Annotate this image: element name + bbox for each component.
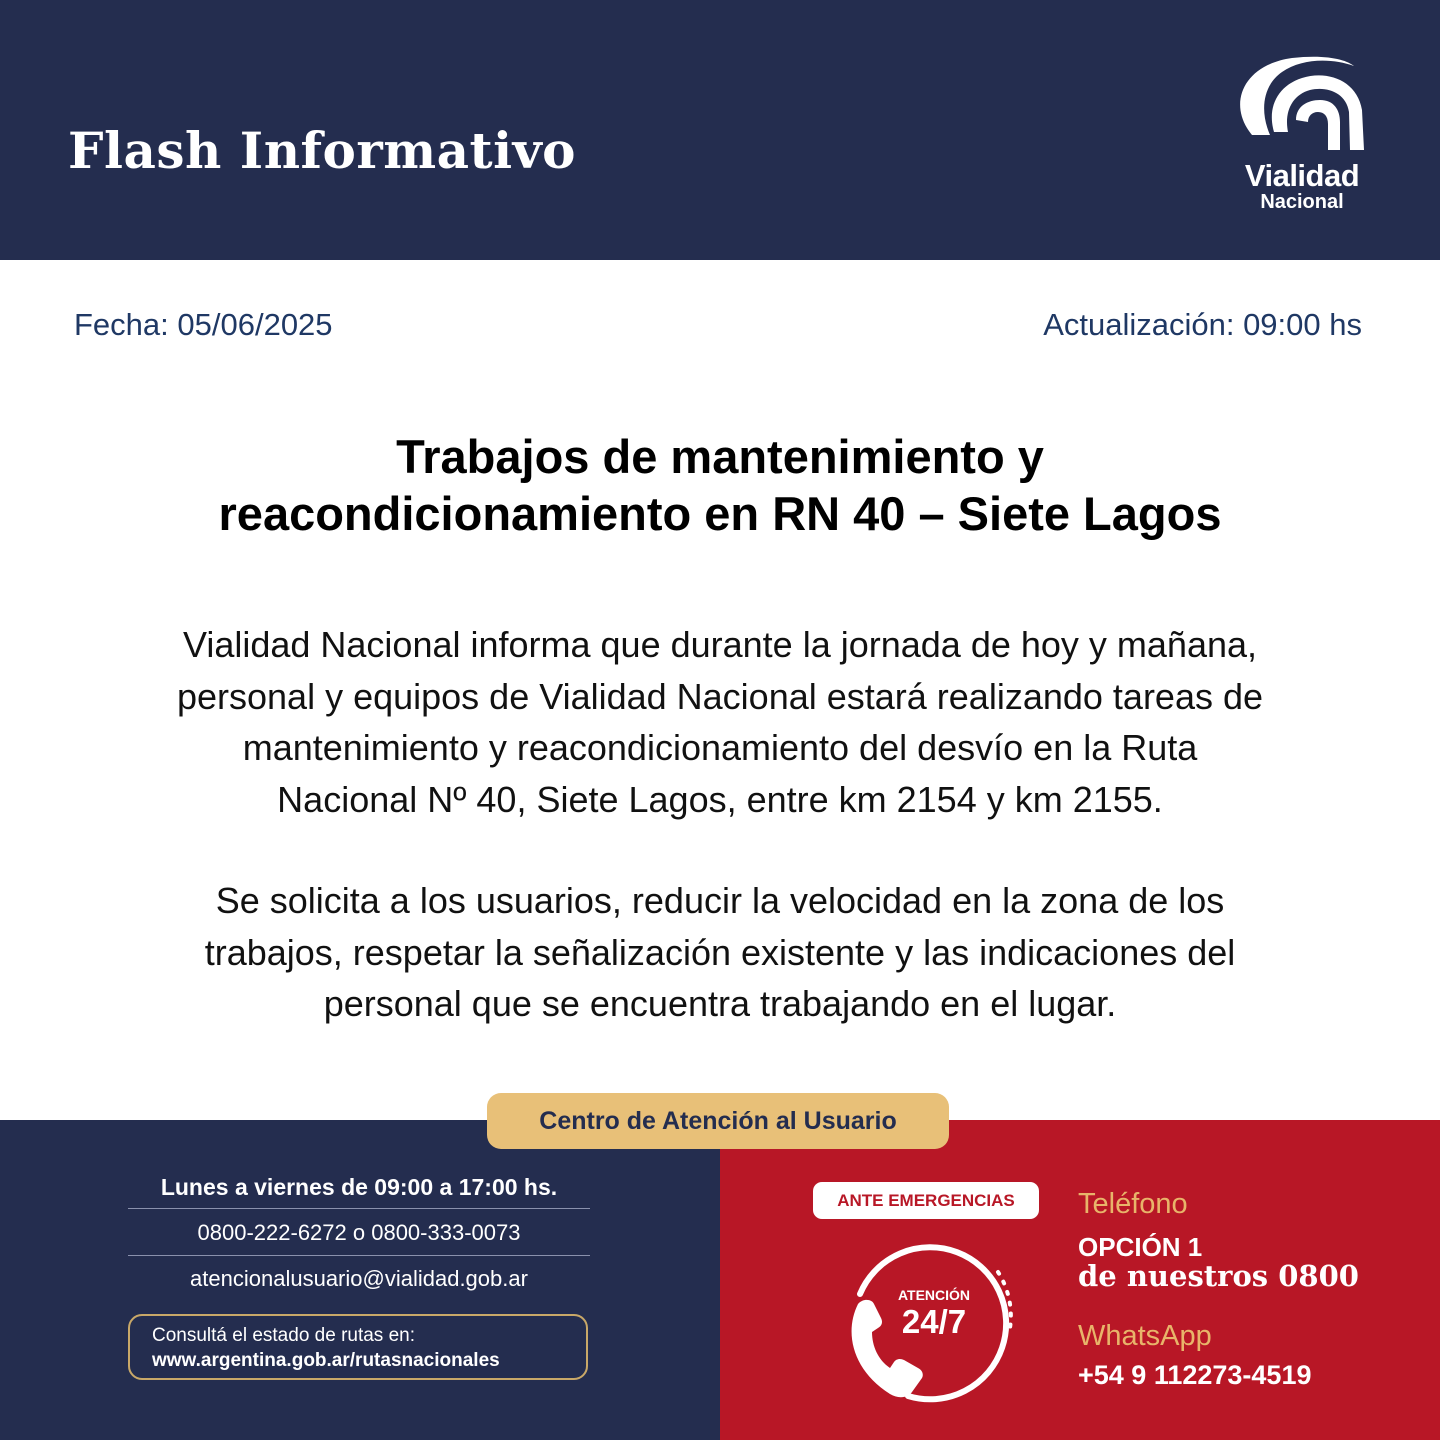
notice-title-line: reacondicionamiento en RN 40 – Siete Lagos: [218, 487, 1222, 540]
road-curve-icon: [1222, 50, 1382, 160]
date-label: Fecha: 05/06/2025: [74, 307, 333, 342]
notice-title-line: Trabajos de mantenimiento y: [396, 430, 1044, 483]
page-title: Flash Informativo: [68, 121, 577, 180]
paragraph-line: Nacional Nº 40, Siete Lagos, entre km 2154 y km 2155.: [277, 778, 1163, 820]
route-status-box: [128, 1314, 588, 1380]
paragraph-line: personal que se encuentra trabajando en el lugar.: [323, 983, 1117, 1024]
logo-subtitle: Nacional: [1260, 191, 1344, 213]
header-banner: [0, 0, 1440, 260]
route-status-link[interactable]: www.argentina.gob.ar/rutasnacionales: [152, 1350, 500, 1371]
emergency-badge: ANTE EMERGENCIAS: [813, 1182, 1039, 1219]
notice-title: [0, 428, 1440, 542]
paragraph-line: trabajos, respetar la señalización existente y las indicaciones del: [204, 931, 1236, 973]
notice-paragraph-2: [100, 875, 1340, 1030]
contact-email-link[interactable]: atencionalusuario@vialidad.gob.ar: [190, 1266, 528, 1291]
user-service-center-badge: Centro de Atención al Usuario: [487, 1093, 949, 1149]
paragraph-line: Vialidad Nacional informa que durante la jornada de hoy y mañana,: [182, 624, 1258, 665]
vialidad-logo: [1222, 50, 1382, 220]
attention-label: ATENCIÓN: [897, 1287, 971, 1303]
paragraph-line: personal y equipos de Vialidad Nacional estará realizando tareas de: [176, 675, 1264, 717]
route-status-label: Consultá el estado de rutas en:: [152, 1325, 416, 1346]
divider: [128, 1208, 590, 1209]
phone-label: Teléfono: [1078, 1188, 1188, 1220]
phone-option-detail: de nuestros 0800: [1078, 1259, 1359, 1293]
whatsapp-number[interactable]: +54 9 112273-4519: [1078, 1360, 1312, 1390]
divider: [128, 1255, 590, 1256]
paragraph-line: Se solicita a los usuarios, reducir la velocidad en la zona de los: [215, 880, 1225, 921]
phone-option: OPCIÓN 1: [1078, 1232, 1203, 1262]
whatsapp-label: WhatsApp: [1078, 1320, 1212, 1352]
logo-name: Vialidad: [1244, 158, 1360, 193]
notice-paragraph-1: [100, 619, 1340, 825]
phone-numbers[interactable]: 0800-222-6272 o 0800-333-0073: [197, 1220, 521, 1245]
paragraph-line: mantenimiento y reacondicionamiento del desvío en la Ruta: [242, 727, 1198, 768]
office-hours: Lunes a viernes de 09:00 a 17:00 hs.: [160, 1174, 558, 1200]
update-time-label: Actualización: 09:00 hs: [1043, 307, 1362, 342]
attention-hours: 24/7: [901, 1303, 967, 1340]
